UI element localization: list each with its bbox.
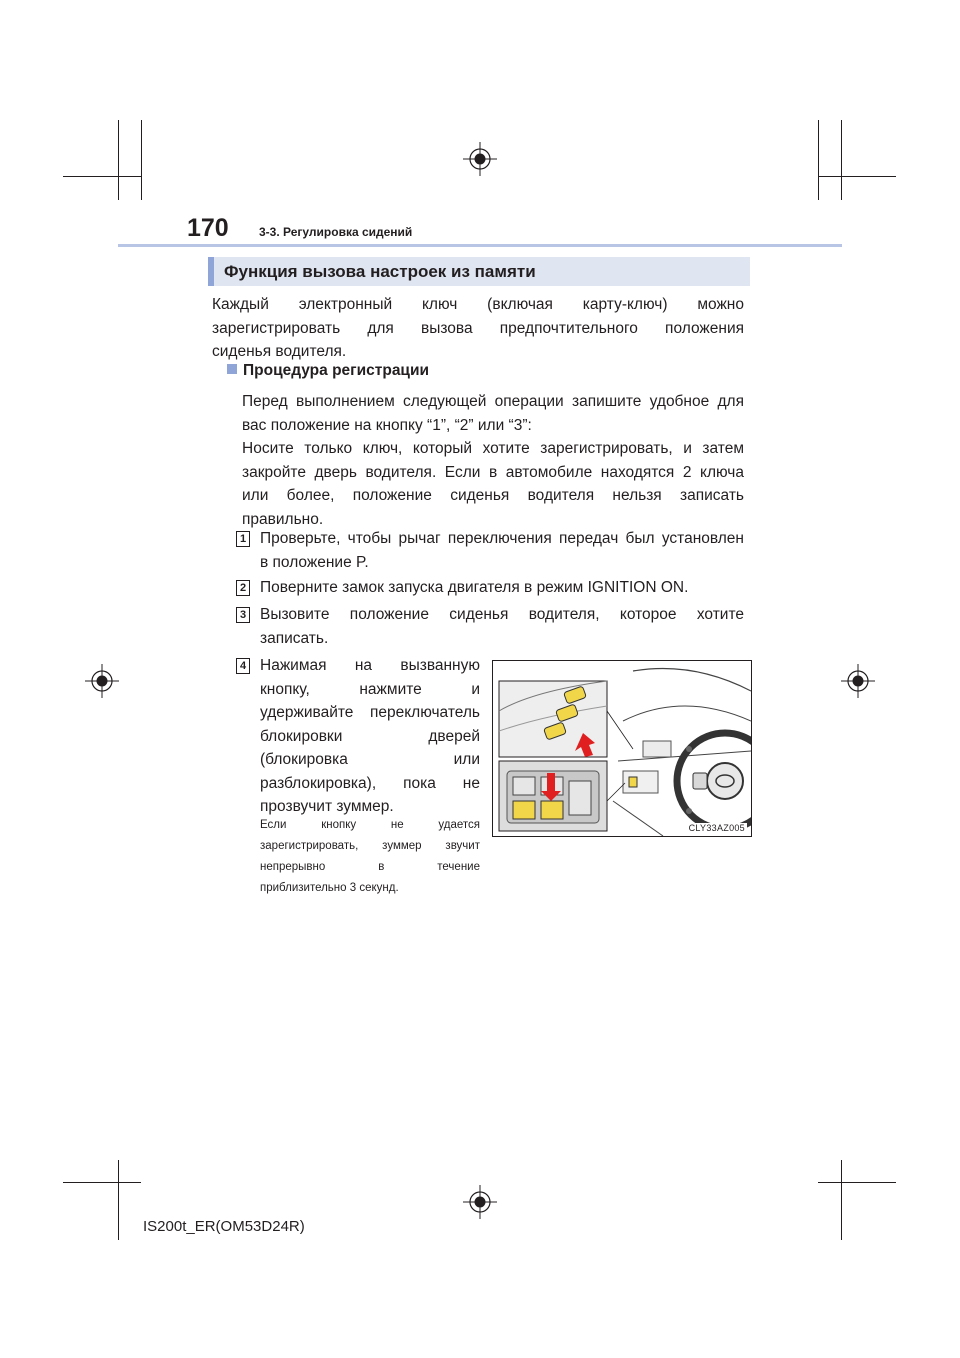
- registration-mark-icon: [841, 664, 875, 698]
- step-line: в положение P.: [260, 553, 369, 571]
- step-line: удерживайте переключатель: [260, 704, 480, 721]
- crop-mark: [118, 120, 119, 200]
- footer-model-code: IS200t_ER(OM53D24R): [143, 1218, 305, 1235]
- procedure-heading-text: Процедура регистрации: [243, 362, 430, 379]
- step-text: [260, 527, 744, 574]
- figure-illustration: [492, 660, 752, 837]
- step-number: 4: [236, 658, 250, 674]
- procedure-line: правильно.: [242, 510, 324, 528]
- step-number: 1: [236, 531, 250, 547]
- section-header: 3-3. Регулировка сидений: [259, 225, 413, 239]
- intro-paragraph: [212, 293, 744, 364]
- crop-mark: [818, 176, 896, 177]
- crop-mark: [841, 1160, 842, 1240]
- step-number: 2: [236, 580, 250, 596]
- note-line: непрерывно в течение: [260, 861, 480, 873]
- crop-mark: [63, 176, 141, 177]
- crop-mark: [818, 120, 819, 200]
- header-rule: [118, 244, 842, 247]
- step-line: кнопку, нажмите и: [260, 680, 480, 698]
- step-line: Поверните замок запуска двигателя в режим IGNITION ON.: [260, 579, 689, 596]
- procedure-heading: [227, 362, 429, 380]
- step-line: блокировки дверей: [260, 727, 480, 745]
- step-number: 3: [236, 607, 250, 623]
- procedure-line: вас положение на кнопку “1”, “2” или “3”:: [242, 416, 532, 434]
- step-line: разблокировка), пока не: [260, 774, 480, 792]
- intro-line: сиденья водителя.: [212, 343, 347, 360]
- step-text: [260, 576, 744, 600]
- step-line: Нажимая на вызванную: [260, 657, 480, 674]
- crop-mark: [841, 120, 842, 200]
- note-line: приблизительно 3 секунд.: [260, 882, 399, 894]
- intro-line: Каждый электронный ключ (включая карту-ключ) можно: [212, 296, 744, 313]
- step-text: [260, 654, 480, 819]
- procedure-text: [242, 390, 744, 531]
- procedure-line: или более, положение сиденья водителя нельзя записать: [242, 487, 744, 504]
- procedure-line: Носите только ключ, который хотите зарегистрировать, и затем: [242, 440, 744, 457]
- registration-mark-icon: [463, 142, 497, 176]
- note-text: [260, 815, 480, 899]
- figure-code: CLY33AZ005: [688, 823, 745, 833]
- note-line: зарегистрировать, зуммер звучит: [260, 840, 480, 852]
- step-line: Вызовите положение сиденья водителя, которое хотите: [260, 606, 744, 623]
- registration-mark-icon: [463, 1185, 497, 1219]
- page-number: 170: [187, 214, 229, 242]
- crop-mark: [818, 1182, 896, 1183]
- step-text: [260, 603, 744, 650]
- step-line: записать.: [260, 629, 329, 647]
- procedure-line: закройте дверь водителя. Если в автомобиле находятся 2 ключа: [242, 463, 744, 481]
- crop-mark: [118, 1160, 119, 1240]
- crop-mark: [141, 120, 142, 200]
- bullet-square-icon: [227, 364, 237, 374]
- intro-line: зарегистрировать для вызова предпочтительного положения: [212, 319, 744, 337]
- section-title: Функция вызова настроек из памяти: [208, 257, 750, 286]
- procedure-line: Перед выполнением следующей операции запишите удобное для: [242, 393, 744, 410]
- note-line: Если кнопку не удается: [260, 819, 480, 831]
- step-line: Проверьте, чтобы рычаг переключения передач был установлен: [260, 530, 744, 547]
- car-interior-illustration: [493, 661, 751, 836]
- step-line: прозвучит зуммер.: [260, 798, 394, 815]
- registration-mark-icon: [85, 664, 119, 698]
- step-line: (блокировка или: [260, 751, 480, 768]
- crop-mark: [63, 1182, 141, 1183]
